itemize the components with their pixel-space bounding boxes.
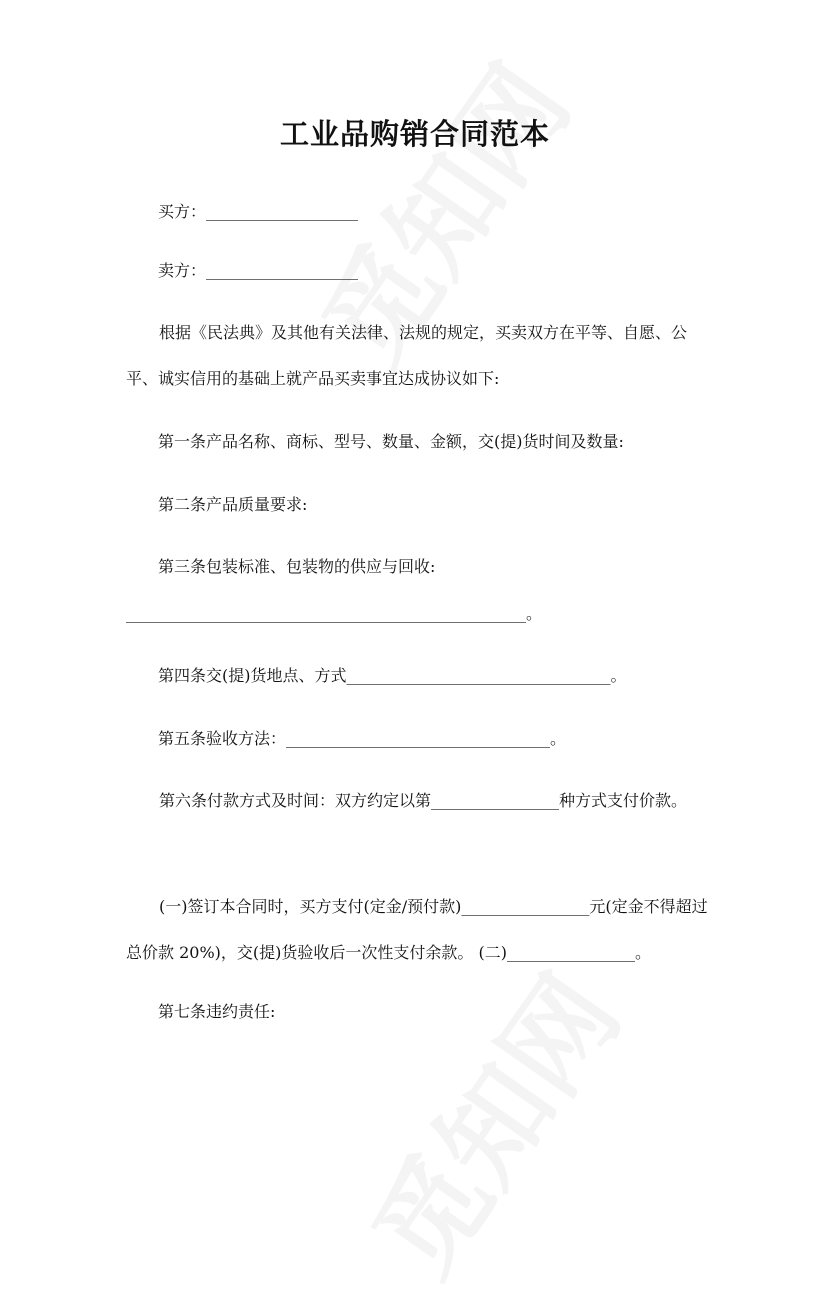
article-4: 第四条交(提)货地点、方式_________________________________。 (158, 666, 627, 685)
article-1: 第一条产品名称、商标、型号、数量、金额，交(提)货时间及数量: (158, 432, 624, 451)
article-5: 第五条验收方法：_________________________________。 (158, 729, 567, 748)
article-3: 第三条包装标准、包装物的供应与回收: (158, 557, 436, 576)
article-2: 第二条产品质量要求: (158, 495, 308, 514)
buyer-line: 买方：___________________ (158, 202, 359, 221)
intro-paragraph: 根据《民法典》及其他有关法律、法规的规定，买卖双方在平等、自愿、公平、诚实信用的基础上就产品买卖事宜达成协议如下: (126, 323, 688, 388)
seller-line: 卖方：___________________ (158, 261, 359, 280)
article-6: 第六条付款方式及时间：双方约定以第________________种方式支付价款。 (159, 791, 688, 810)
article-3-blank: __________________________________________________。 (126, 604, 543, 623)
article-7: 第七条违约责任: (158, 1002, 276, 1021)
watermark (330, 940, 649, 1301)
document-title: 工业品购销合同范本 (279, 117, 550, 151)
payment-paragraph: (一)签订本合同时，买方支付(定金/预付款)________________元(定金不得超过总价款 20%)，交(提)货验收后一次性支付余款。 (二)________________。 (126, 897, 708, 962)
